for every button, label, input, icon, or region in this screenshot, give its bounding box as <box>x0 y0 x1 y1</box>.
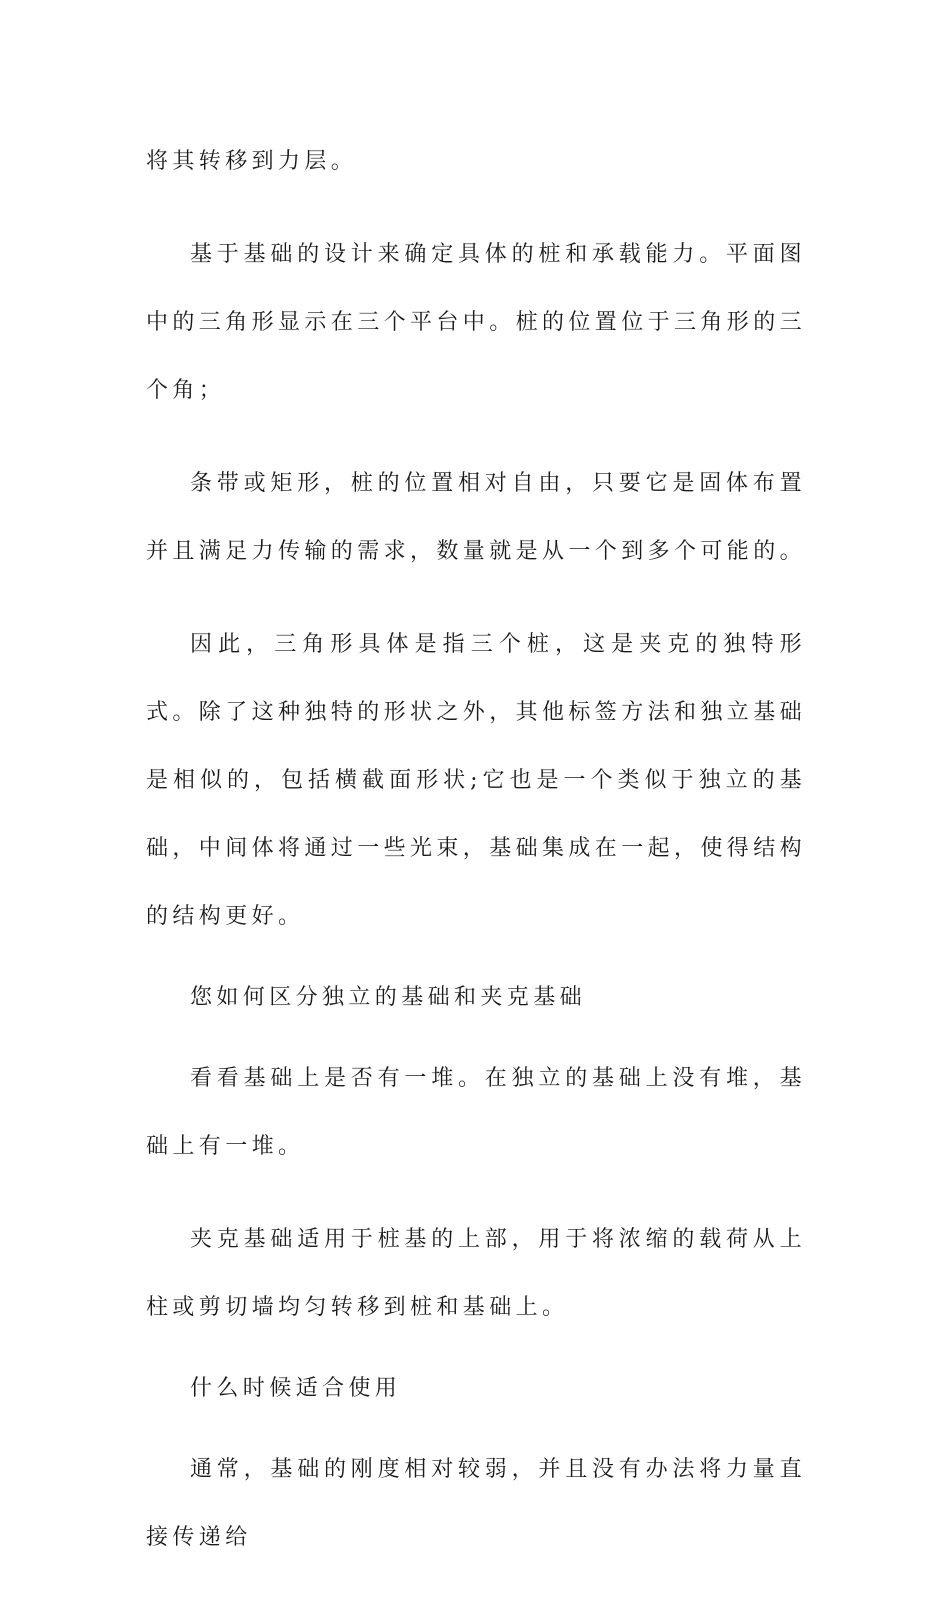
section-heading: 什么时候适合使用 <box>190 1376 402 1401</box>
document-body <box>146 128 806 1597</box>
paragraph: 基于基础的设计来确定具体的桩和承载能力。平面图中的三角形显示在三个平台中。桩的位置位于三角形的三个角； <box>146 242 807 403</box>
paragraph: 看看基础上是否有一堆。在独立的基础上没有堆，基础上有一堆。 <box>146 1066 806 1159</box>
paragraph: 条带或矩形，桩的位置相对自由，只要它是固体布置并且满足力传输的需求，数量就是从一个到多个可能的。 <box>146 471 807 564</box>
paragraph: 通常，基础的刚度相对较弱，并且没有办法将力量直接传递给 <box>146 1457 806 1550</box>
section-heading: 您如何区分独立的基础和夹克基础 <box>190 985 587 1010</box>
paragraph-continuation: 将其转移到力层。 <box>146 149 358 174</box>
paragraph: 夹克基础适用于桩基的上部，用于将浓缩的载荷从上柱或剪切墙均匀转移到桩和基础上。 <box>146 1227 806 1320</box>
paragraph: 因此，三角形具体是指三个桩，这是夹克的独特形式。除了这种独特的形状之外，其他标签方法和独立基础是相似的，包括横截面形状;它也是一个类似于独立的基础，中间体将通过一些光束，基础集成在一起，使得结构的结构更好。 <box>146 632 807 929</box>
